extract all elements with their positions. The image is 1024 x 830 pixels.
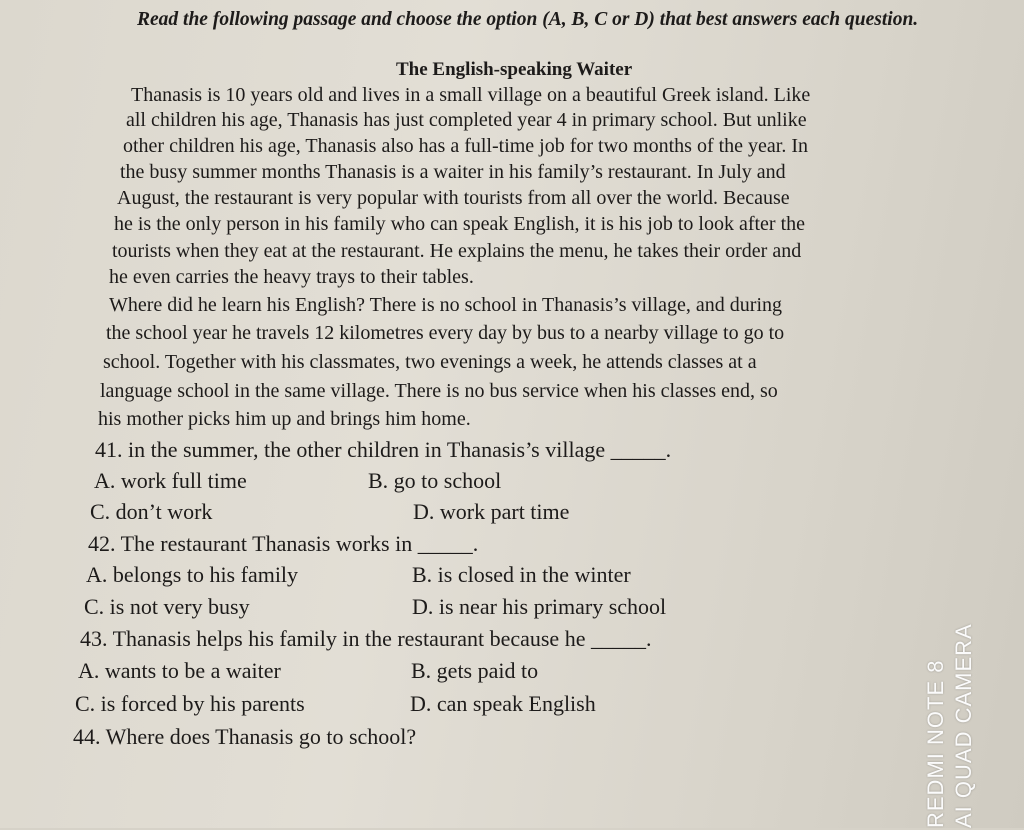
passage-line: August, the restaurant is very popular with tourists from all over the world. Because (117, 187, 790, 209)
option-41-b: B. go to school (368, 468, 502, 493)
question-stem: 43. Thanasis helps his family in the restaurant because he (80, 626, 586, 651)
option-43-a: A. wants to be a waiter (78, 658, 281, 683)
option-41-c: C. don’t work (90, 499, 213, 524)
passage-line: his mother picks him up and brings him home. (98, 408, 471, 430)
passage-line: Thanasis is 10 years old and lives in a small village on a beautiful Greek island. Like (131, 84, 811, 106)
question-41 (95, 436, 671, 464)
camera-watermark (895, 623, 1024, 830)
answer-blank: _____. (417, 531, 479, 556)
passage-line: tourists when they eat at the restaurant. He explains the menu, he takes their order and (112, 240, 802, 262)
passage-line: school. Together with his classmates, two evenings a week, he attends classes at a (103, 351, 757, 373)
instruction-text: Read the following passage and choose the option (A, B, C or D) that best answers each question. (137, 9, 919, 30)
question-43 (80, 625, 651, 653)
option-43-b: B. gets paid to (411, 658, 539, 683)
option-42-d: D. is near his primary school (412, 594, 667, 619)
question-stem: 41. in the summer, the other children in Thanasis’s village (95, 437, 606, 462)
option-43-d: D. can speak English (410, 691, 596, 716)
option-41-d: D. work part time (413, 499, 570, 524)
passage-line: the busy summer months Thanasis is a waiter in his family’s restaurant. In July and (120, 161, 786, 183)
option-43-c: C. is forced by his parents (75, 691, 305, 716)
passage-line: the school year he travels 12 kilometres every day by bus to a nearby village to go to (106, 322, 785, 344)
passage-title: The English-speaking Waiter (396, 59, 633, 80)
option-42-c: C. is not very busy (84, 594, 250, 619)
question-42 (88, 530, 478, 558)
passage-line: he is the only person in his family who can speak English, it is his job to look after the (114, 213, 806, 235)
option-42-b: B. is closed in the winter (412, 562, 631, 587)
option-42-a: A. belongs to his family (86, 562, 299, 587)
question-44 (73, 723, 416, 751)
passage-line: he even carries the heavy trays to their tables. (109, 266, 474, 288)
watermark-line-1: REDMI NOTE 8 (923, 659, 948, 828)
question-stem: 44. Where does Thanasis go to school? (73, 724, 417, 749)
passage-line: other children his age, Thanasis also has a full-time job for two months of the year. In (123, 135, 809, 157)
option-41-a: A. work full time (94, 468, 247, 493)
passage-line: language school in the same village. There is no bus service when his classes end, so (100, 380, 778, 402)
passage-line: all children his age, Thanasis has just completed year 4 in primary school. But unlike (126, 109, 807, 131)
watermark-line-2: AI QUAD CAMERA (951, 623, 976, 828)
answer-blank: _____. (610, 437, 672, 462)
question-stem: 42. The restaurant Thanasis works in (88, 531, 413, 556)
answer-blank: _____. (590, 626, 652, 651)
passage-line: Where did he learn his English? There is no school in Thanasis’s village, and during (109, 294, 782, 316)
